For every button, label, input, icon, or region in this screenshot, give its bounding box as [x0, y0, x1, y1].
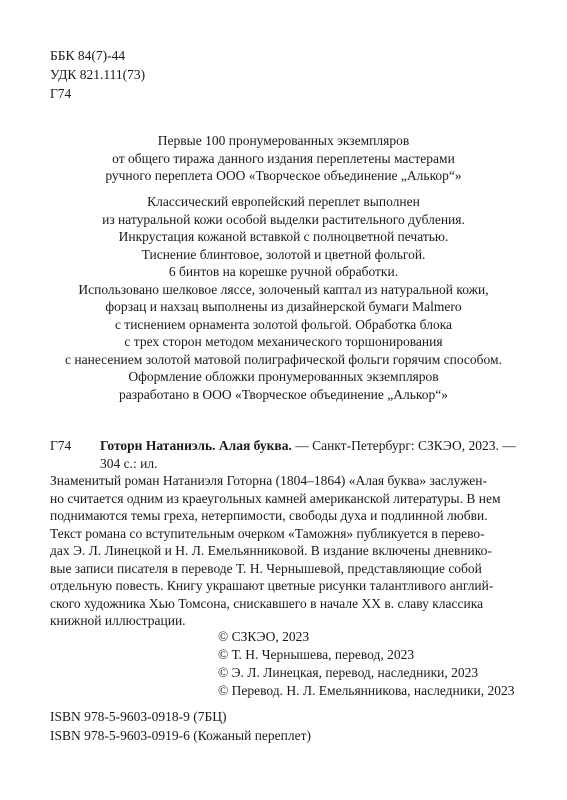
edition-note: [20, 132, 547, 185]
catalog-body: [100, 437, 520, 472]
binding-note-line: Оформление обложки пронумерованных экземпляров: [128, 369, 439, 384]
annotation-line: отдельную повесть. Книгу украшают цветные рисунки талантливого англий-: [50, 578, 494, 593]
annotation-line: но считается одним из краеугольных камней американской литературы. В нем: [50, 490, 501, 506]
annotation-line: ского художника Хью Томсона, снискавшего в начале XX в. славу классика: [50, 595, 484, 611]
annotation-line: поднимаются темы греха, нетерпимости, свободы духа и подлинной любви.: [50, 508, 488, 523]
catalog-entry: [50, 437, 520, 630]
isbn-line: ISBN 978-5-9603-0918-9 (7БЦ): [50, 709, 227, 724]
binding-note-line: разработано в ООО «Творческое объединение „Алькор“»: [118, 386, 449, 402]
edition-note-line: Первые 100 пронумерованных экземпляров: [157, 133, 410, 148]
annotation-line: Текст романа со вступительным очерком «Таможня» публикуется в перево-: [50, 525, 485, 541]
classification-block: [50, 46, 145, 103]
edition-note-line: ручного переплета ООО «Творческое объединение „Алькор“»: [105, 168, 462, 183]
author-mark: Г74: [50, 86, 72, 101]
isbn-line: ISBN 978-5-9603-0919-6 (Кожаный переплет): [50, 727, 312, 743]
catalog-annotation: [50, 472, 520, 630]
bbk-code: ББК 84(7)-44: [50, 48, 126, 63]
annotation-line: книжной иллюстрации.: [50, 613, 186, 628]
catalog-code: Г74: [50, 438, 72, 453]
catalog-pages: 304 с.: ил.: [100, 455, 158, 471]
copyright-line: © Т. Н. Чернышева, перевод, 2023: [218, 647, 415, 662]
copyright-line: © СЗКЭО, 2023: [218, 629, 310, 644]
isbn-block: [50, 708, 311, 745]
binding-note-line: с тиснением орнамента золотой фольгой. Обработка блока: [114, 316, 453, 332]
copyright-line: © Перевод. Н. Л. Емельянникова, наследники, 2023: [218, 683, 515, 698]
binding-note-line: Инкрустация кожаной вставкой с полноцветной печатью.: [118, 229, 449, 244]
udk-code: УДК 821.111(73): [50, 67, 146, 82]
annotation-line: дах Э. Л. Линецкой и Н. Л. Емельянниковой. В издание включены дневнико-: [50, 543, 492, 558]
binding-note-line: форзац и нахзац выполнены из дизайнерской бумаги Malmero: [105, 299, 462, 314]
binding-note-line: Тиснение блинтовое, золотой и цветной фольгой.: [141, 246, 426, 262]
catalog-title-line: [100, 437, 520, 455]
edition-note-line: от общего тиража данного издания переплетены мастерами: [112, 150, 455, 166]
binding-note-line: из натуральной кожи особой выделки растительного дубления.: [102, 211, 465, 227]
annotation-line: вые записи писателя в переводе Т. Н. Чернышевой, представляющие собой: [50, 560, 482, 576]
binding-note-line: Классический европейский переплет выполнен: [147, 194, 420, 209]
binding-note: [20, 193, 547, 403]
binding-note-line: 6 бинтов на корешке ручной обработки.: [168, 264, 399, 279]
copyright-block: [218, 628, 515, 700]
binding-note-line: с нанесением золотой матовой полиграфической фольги горячим способом.: [65, 351, 502, 367]
binding-note-line: Использовано шелковое ляссе, золоченый каптал из натуральной кожи,: [78, 281, 489, 297]
catalog-title: Готорн Натаниэль. Алая буква.: [100, 438, 292, 453]
binding-note-line: с трех сторон методом механического торшонирования: [124, 334, 443, 349]
copyright-line: © Э. Л. Линецкая, перевод, наследники, 2023: [218, 665, 479, 680]
annotation-line: Знаменитый роман Натаниэля Готорна (1804–1864) «Алая буква» заслужен-: [50, 473, 487, 488]
catalog-publisher: — Санкт-Петербург: СЗКЭО, 2023. —: [291, 438, 516, 453]
